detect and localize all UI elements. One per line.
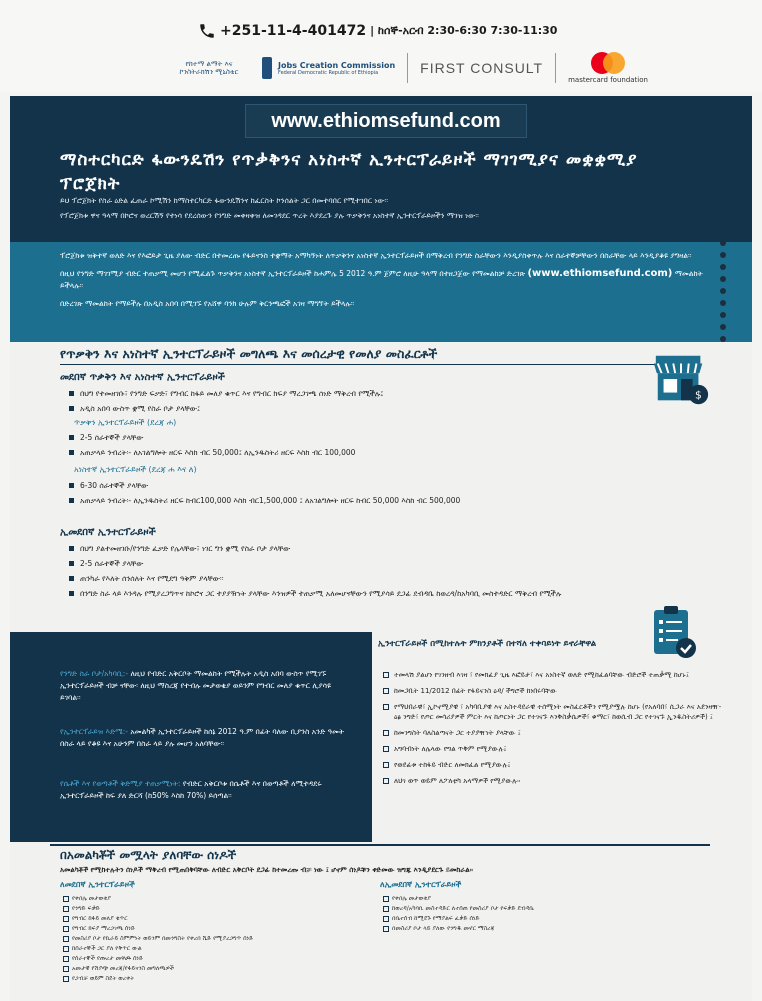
teal-paragraph-apply <box>60 268 710 292</box>
logo-divider <box>407 53 408 83</box>
formal-list <box>66 388 626 418</box>
list-item: የቀበሌ መታወቂያ <box>62 894 382 904</box>
list-item: አመታዊ የሽያጭ መረጃ/የፋይናንስ መግለጫዎች <box>62 964 382 974</box>
small-heading: አነስተኛ ኢንተርፕራይዞች (ደረጃ ሐ እና ለ) <box>74 465 197 474</box>
list-item: ከወረዳ/አካባቢ መስተዳድር ለተሰጠ የመስሪያ ቦታ የፍቃድ ደብዳቤ <box>382 904 702 914</box>
condition-age <box>60 726 350 750</box>
mastercard-circles-icon <box>591 52 625 74</box>
teal-paragraph: ፕሮጀክቱ ዝቅተኛ ወለድ እና የእፎይታ ጊዜ ያለው ብድር በተመረጡ የፋይናንስ ተቋማት አማካኝነት ለጥቃቅንና አነስተኛ ኢንተርፕራይዞች በማቅረብ የንግድ ስራቸውን እንዲያስቀጥሉ እና ሰራተኞቻቸውን በስራቸው ላይ እንዲያቆዩ ያግዛል፡፡ <box>60 251 692 260</box>
contact-row <box>198 22 557 40</box>
list-item: የጋብቻ ወይም ስደት ወረቀት <box>62 974 382 984</box>
list-item: በህግ ያልተመዘገቡ/የንግድ ፈቃድ የሌላቸው፣ ነገር ግን ቋሚ የስራ ቦታ ያላቸው <box>66 543 626 554</box>
priority-list <box>380 670 730 792</box>
government-logo-text: የከተማ ልማት እና ኮንስትራክሽን ሚኒስቴር <box>179 60 239 76</box>
list-item: አጠቃላይ ንብረት፡- ለአገልግሎት ዘርፍ እስከ ብር 50,000፤ ለኢንዱስትሪ ዘርፍ እስከ ብር 100,000 <box>66 447 626 458</box>
list-item: ከሰራተኞች ጋር ያለ የቅጥር ውል <box>62 944 382 954</box>
apply-text-end: ማመልከት ይችላሉ፡፡ <box>60 269 703 290</box>
list-item: 2-5 ሰራተኞች ያላቸው <box>66 558 626 569</box>
page-title: ማስተርካርድ ፋውንዴሽን የጥቃቅንና አነስተኛ ኢንተርፕራይዞች ማገገሚያና መቋቋሚያ ፕሮጀክት <box>60 150 638 194</box>
list-item: በቤተሰብ ከሚደጉ የማያልፍ ፈቃድ ሰነድ <box>382 914 702 924</box>
teal-text <box>60 250 710 316</box>
jcc-mark-icon <box>262 57 272 79</box>
jcc-title: Jobs Creation Commission <box>278 60 396 70</box>
page-header <box>0 0 762 92</box>
list-item: የንግድ ፍቃድ <box>62 904 382 914</box>
condition-priority <box>60 778 350 802</box>
list-item: የመስሪያ ቦታ የኪራይ ስምምነት ወይንም በመንግስት የቀረበ ሼድ የሚያረጋግጥ ሰነድ <box>62 934 382 944</box>
apply-text: በዚህ የንግድ ማገገሚያ ብድር ተጠቃሚ መሆን የሚፈልጉ ጥቃቅንና አነስተኛ ኢንተርፕራይዞች ከሐምሌ 5 2012 ዓ.ም ጀምሮ ለዚሁ ዓላማ በተዘጋጀው የማመልከቻ ድረገጽ <box>60 269 526 278</box>
office-hours: | ከሰኞ-አርብ 2:30-6:30 7:30-11:30 <box>370 24 558 37</box>
list-item: የግብር ክፍያ ማረጋገጫ ሰነድ <box>62 924 382 934</box>
list-item: ከመጋቢት 11/2012 በፊት የፋይናንስ ዕዳ/ ችግሮች ከነበሩባቸው <box>380 686 730 696</box>
priority-heading: ኢንተርፕራይዞች በሚከተሉት ምክንያቶች በተሻለ ተቀባይነት ይኖራቸዋል <box>378 639 597 649</box>
phone-number: +251-11-4-401472 <box>220 23 367 39</box>
informal-heading: ኢመደበኛ ኢንተርፕራይዞች <box>60 527 156 538</box>
jcc-logo <box>262 57 395 79</box>
list-item: የግብር ከፋይ መለያ ቁጥር <box>62 914 382 924</box>
condition-text: ለዚህ የብድር አቅርቦት ማመልከት የሚችሉት አዲስ አበባ ውስጥ የሚገኙ ኢንተርፕራይዞች ብቻ ናቸው፡ ለዚህ ማስረጃ የተብሉ መታወቂያ ወይንም የግብር መለያ ቁጥር ሊያሳዩ ይገባል፡፡ <box>60 669 331 702</box>
list-item: የወደፊቱ ተከፋይ ብድር ለመክፈል የሚያውሉ፤ <box>380 760 730 770</box>
svg-text:$: $ <box>695 388 702 402</box>
informal-docs-heading: ለኢመደበኛ ኢንተርፕራይዞች <box>380 880 462 889</box>
list-item: አግባብነት ለሌላው የግል ጥቅም የሚያውሉ፤ <box>380 744 730 754</box>
teal-paragraph: በድረገጽ ማመልከት የማይችሉ በአዲስ አበባ በሚገኙ የአሸዋ ባንክ ሁሉም ቅርንጫፎች አገዛ ማግኘት ይችላሉ፡፡ <box>60 299 355 308</box>
criteria-heading: የጥቃቅን እና አነስተኛ ኢንተርፕራይዞች መግለጫ እና መሰረታዊ የመለያ መስፈርቶች <box>60 346 438 361</box>
logo-divider <box>555 53 556 83</box>
documents-heading: በአመልካቾች መሟላት ያለባቸው ሰነዶች <box>60 848 237 862</box>
small-list <box>66 480 566 510</box>
list-item: የሰራተኞች የጡረታ መዋጮ ሰነድ <box>62 954 382 964</box>
micro-list <box>66 432 626 462</box>
mastercard-logo <box>568 52 648 84</box>
divider <box>60 364 660 365</box>
condition-label: የሴቶች እና የወጣቶች ቅድሚያ ተጠቃሚነት: <box>60 779 181 788</box>
apply-url[interactable]: (www.ethiomsefund.com) <box>527 268 673 279</box>
list-item: ለህገ ወጥ ወይም ለፖለቲካ አላማዎች የሚያውሉ፡፡ <box>380 776 730 786</box>
list-item: በህግ የተመዘገቡ፣ የንግድ ፍቃድ፣ የግብር ከፋይ መለያ ቁጥር እና የግብር ክፍያ ማረጋገጫ ሰነድ ማቅረብ የሚችሉ፤ <box>66 388 626 399</box>
informal-list <box>66 543 626 603</box>
informal-docs-list <box>382 894 702 934</box>
formal-docs-heading: ለመደበኛ ኢንተርፕራይዞች <box>60 880 135 889</box>
shop-icon <box>650 348 712 410</box>
first-consult-logo: FIRST CONSULT <box>420 60 544 76</box>
condition-location <box>60 668 350 704</box>
list-item: 2-5 ሰራተኞች ያላቸው <box>66 432 626 443</box>
list-item: ተመላሽ ያልሆነ የገንዘብ እገዛ ፣ የመክፈያ ጊዜ እፎይታ፣ እና አነስተኛ ወለድ የሚከፈልባቸው ብድሮች ተጠቃሚ ከሆኑ፤ <box>380 670 730 680</box>
mastercard-label: mastercard foundation <box>568 76 648 84</box>
list-item: ከመንግስት ባለስልጣናት ጋር ተያያዥነት ያላቸው ፤ <box>380 728 730 738</box>
formal-docs-list <box>62 894 382 984</box>
formal-heading: መደበኛ ጥቃቅን እና አነስተኛ ኢንተርፕራይዞች <box>60 372 225 383</box>
condition-label: የንግድ ስራ ቦታ/አካባቢ:- <box>60 669 129 678</box>
list-item: የቀበሌ መታወቂያ <box>382 894 702 904</box>
condition-text: የብድር አቅርቦቱ በሴቶች እና በወጣቶች ለሚተዳደሩ ኢንተርፕራይዞች ከፍ ያለ ድርሻ (ከ50% እስከ 70%) ይሰጣል፡፡ <box>60 779 322 800</box>
documents-subheading: አመልካቾች የሚከተሉትን ሰነዶች ማቅረብ የሚጠበቅባቸው ለብድር አቅርቦት ደጋፊ ከተመረጡ ብቻ ነው ፤ ሆኖም ሰነዶቹን ቀድመው ዝግጁ እንዲያደርጉ ይመከራል፡፡ <box>60 866 474 874</box>
divider <box>50 844 710 846</box>
condition-label: የኢንተርፕራይዝ እድሜ:- <box>60 727 129 736</box>
intro-paragraph: የፕሮጀክቱ ዋና ዓላማ በኮሮና ወረርሽኝ የተነሳ የደረሰውን የንግድ መቀዛቀዝ ለመገዳደር ጥረት እያደረጉ ያሉ ጥቃቅንና አነስተኛ ኢንተርፕራይዞችን ማገዝ ነው፡፡ <box>60 211 479 220</box>
jcc-subtitle: Federal Democratic Republic of Ethiopia <box>278 69 379 76</box>
checklist-icon <box>652 604 698 660</box>
list-item: 6-30 ሰራተኞች ያላቸው <box>66 480 566 491</box>
list-item: አዲስ አበባ ውስጥ ቋሚ የስራ ቦታ ያላቸው፤ <box>66 403 626 414</box>
list-item: በመስሪያ ቦታ ላይ ያለው የንግዱ መኖር ማስረጃ <box>382 924 702 934</box>
list-item: የማህበራዊ፣ ኢኮኖሚያዊ ፣ አካባቢያዊ እና አስተዳደራዊ ተሰሚነት መስፈርቶችን የሚያሟሉ ከሆኑ (የአለባበ፣ ሲጋራ እና አደንዛዥ- ዕፅ ንግድ፣ የጦር መሳሪያዎች ምርት እና ከጦርነት ጋር የተገናኙ እንቅስቃሴዎች፣ ቁማር፣ ከወሲብ ጋር የተገናኙ ኢንዱስትሪዎች) ፤ <box>380 702 730 722</box>
phone-icon <box>198 22 216 40</box>
intro-text <box>60 195 710 225</box>
list-item: ጠንካራ የእለት ሰንሰለት እና የሚደግ ዓቅም ያላቸው፡፡ <box>66 573 626 584</box>
condition-text: አመልካች ኢንተርፕራይዞች ከሰኔ 2012 ዓ.ም በፊት ባለው ቢያንስ አንድ ዓመት በስራ ላይ የቆዩ እና አሁንም በስራ ላይ ያሉ መሆን አለባቸው፡፡ <box>60 727 344 748</box>
intro-paragraph: ይህ ፕሮጀክት የስራ ዕድል ፈጠራ ኮሚሽን ከማስተርካርድ ፋውንዴሽንና ከፈርስት ኮንሰልት ጋር በመተባበር የሚተገበር ነው፡፡ <box>60 196 389 205</box>
list-item: አጠቃላይ ንብረት፡- ለኢንዱስትሪ ዘርፍ ከብር100,000 እስከ ብር1,500,000 ፤ ለአገልግሎት ዘርፍ ከብር 50,000 እስከ ብር 500,000 <box>66 495 566 506</box>
list-item: በንግድ ስራ ላይ እንዳሉ የሚያረጋግጥና ከኮሮና ጋር ተያያዥነት ያላቸው እንዝዎች ተጠቃሚ አለመሆናቸውን የሚያሳይ ደጋፊ ደብዳቤ ከወረዳ/ከአካባቢ መስተዳድር ማቅረብ የሚችሉ <box>66 588 626 599</box>
partner-logos <box>170 50 648 86</box>
micro-heading: ጥቃቅን ኢንተርፕራይዞች (ደረጃ ሐ) <box>74 418 177 427</box>
website-url[interactable]: www.ethiomsefund.com <box>245 104 527 138</box>
